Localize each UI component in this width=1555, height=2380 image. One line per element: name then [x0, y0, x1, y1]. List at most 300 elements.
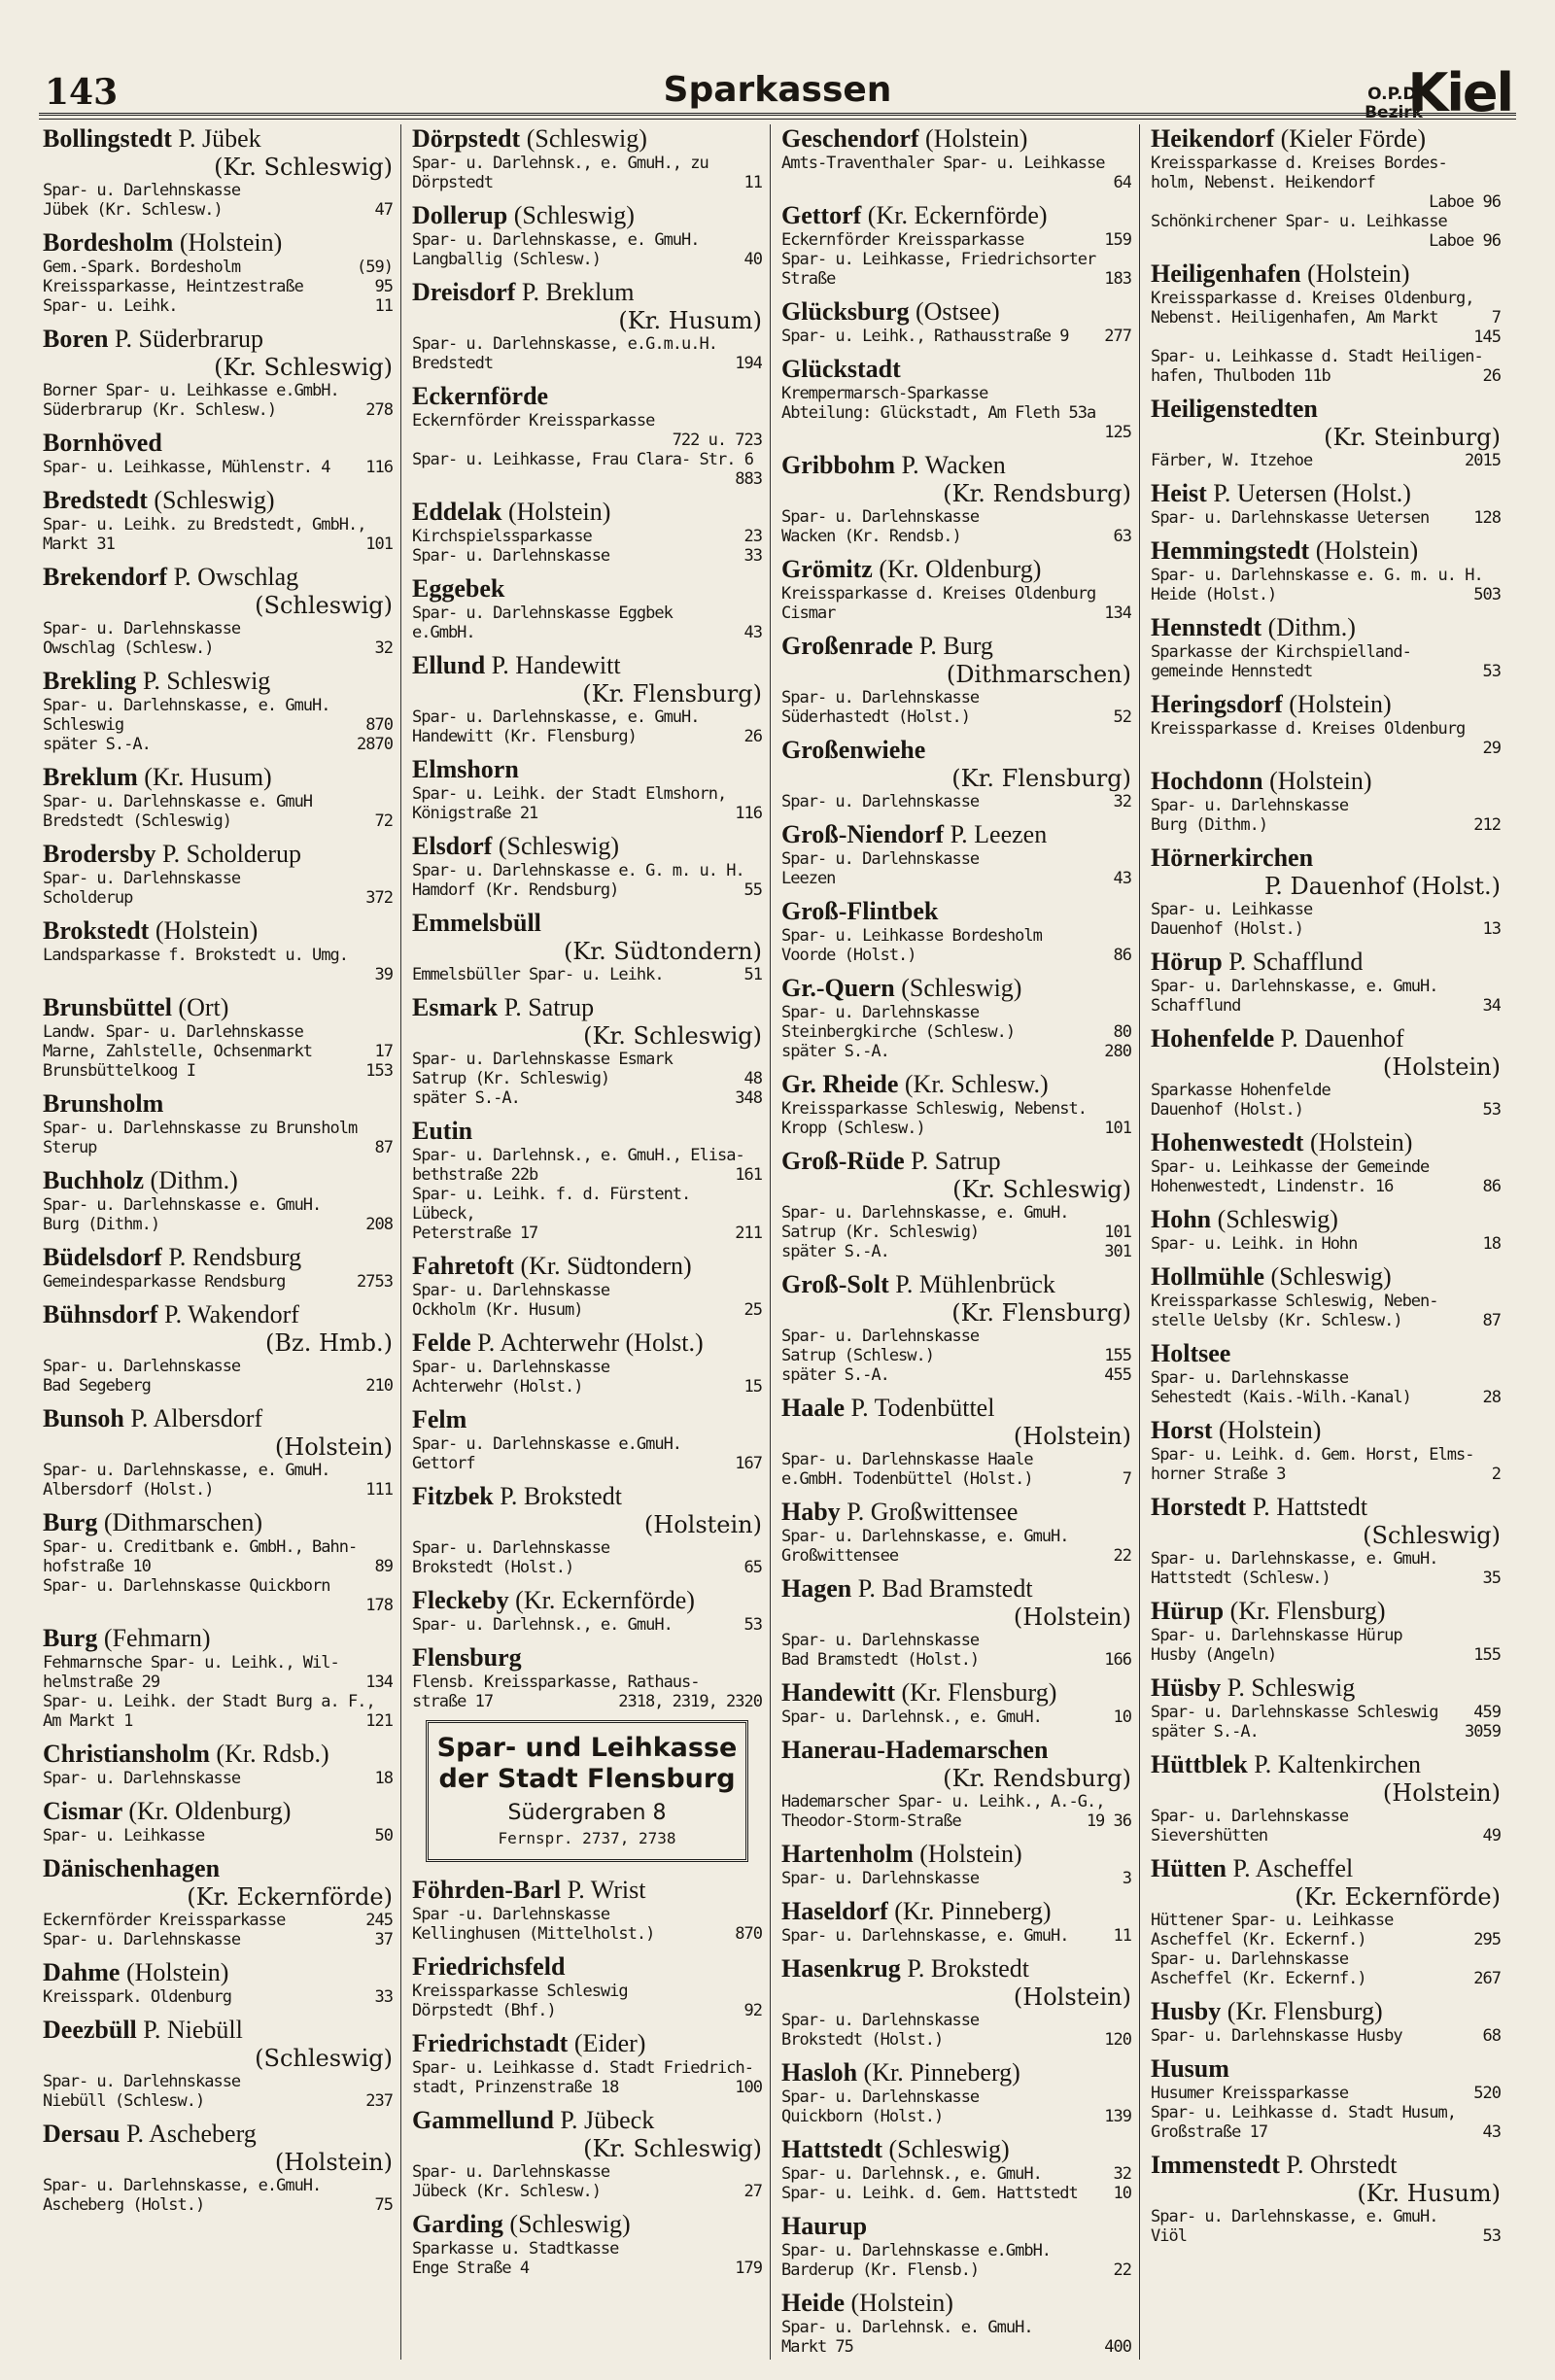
institution-line	[412, 727, 762, 746]
place-heading	[412, 124, 762, 154]
place-heading	[781, 1147, 1131, 1176]
institution-name: Brokstedt (Holst.)	[781, 2030, 944, 2050]
place-region: (Kr. Flensburg)	[582, 680, 762, 707]
institution-name: holm, Nebenst. Heikendorf	[1151, 173, 1375, 192]
place-name: Dänischenhagen	[43, 1854, 221, 1882]
institution-name: Süderhastedt (Holst.)	[781, 707, 970, 727]
institution-line	[412, 1615, 762, 1635]
institution-name: Husumer Kreissparkasse	[1151, 2084, 1349, 2103]
institution-line	[1151, 347, 1501, 366]
institution-name: Quickborn (Holst.)	[781, 2107, 944, 2126]
institution-name: Kreisspark. Oldenburg	[43, 1987, 231, 2007]
institution-name: Schleswig	[43, 715, 124, 735]
institution-line	[43, 381, 393, 400]
institution-name: e.GmbH.	[412, 623, 475, 642]
place-heading	[43, 228, 393, 258]
directory-entry	[412, 993, 762, 1108]
institution-line	[43, 638, 393, 658]
institution-line	[412, 2001, 762, 2020]
phone-number: 348	[735, 1088, 762, 1108]
place-heading	[412, 993, 762, 1022]
place-location: (Dithm.)	[150, 1166, 238, 1194]
place-region: (Schleswig)	[255, 2045, 393, 2072]
phone-number: 40	[743, 250, 762, 269]
institution-name: Spar- u. Darlehnskasse, e. GmuH.	[43, 696, 330, 715]
institution-line	[781, 1650, 1131, 1670]
phone-number: 101	[1104, 1119, 1131, 1138]
place-location: P. Schleswig	[1227, 1673, 1356, 1702]
directory-entry	[781, 1270, 1131, 1385]
directory-entry	[412, 1252, 762, 1320]
institution-line	[43, 1022, 393, 1042]
place-location: (Schleswig)	[498, 832, 620, 860]
institution-name: Spar- u. Darlehnskasse	[1151, 1949, 1349, 1969]
place-location: (Kr. Eckernförde)	[515, 1586, 695, 1614]
directory-entry	[43, 1508, 393, 1615]
institution-line	[43, 946, 393, 965]
institution-line	[781, 1527, 1131, 1546]
district-line-1: O.P.D.	[1367, 85, 1423, 104]
directory-entry	[1151, 124, 1501, 251]
phone-number: 33	[374, 1987, 393, 2007]
institution-name: Kreissparkasse, Heintzestraße	[43, 277, 303, 296]
advert-phone: Fernspr. 2737, 2738	[498, 1829, 676, 1847]
institution-name: Spar- u. Leihkasse Bordesholm	[781, 926, 1042, 946]
phone-number: 53	[1482, 1100, 1501, 1120]
institution-name: später S.-A.	[781, 1042, 889, 1061]
place-region: (Kr. Husum)	[618, 307, 762, 334]
directory-entry	[412, 574, 762, 642]
institution-name: Spar- u. Leihk. der Stadt Burg a. F.,	[43, 1692, 375, 1711]
place-region: (Bz. Hmb.)	[265, 1329, 393, 1357]
institution-name: Spar- u. Darlehnskasse, e. GmuH.	[412, 707, 700, 727]
place-heading	[43, 1740, 393, 1769]
institution-name: Spar- u. Leihk. d. Gem. Hattstedt	[781, 2184, 1078, 2203]
directory-entry	[781, 355, 1131, 442]
institution-name: Langballig (Schlesw.)	[412, 250, 601, 269]
institution-line	[43, 1061, 393, 1081]
phone-number: 10	[1113, 2184, 1131, 2203]
place-name: Deezbüll	[43, 2016, 137, 2044]
place-location: P. Satrup	[911, 1147, 1001, 1175]
place-heading	[43, 1958, 393, 1987]
institution-name: Spar- u. Darlehnskasse	[781, 1003, 980, 1022]
institution-name: Spar- u. Darlehnskasse, e. GmuH.	[1151, 977, 1438, 996]
institution-line	[781, 604, 1131, 623]
institution-line	[412, 1224, 762, 1243]
phone-number: 53	[743, 1615, 762, 1635]
institution-name: Heide (Holst.)	[1151, 585, 1277, 604]
phone-number: 183	[1104, 269, 1131, 289]
directory-entry	[781, 297, 1131, 346]
institution-line	[412, 2239, 762, 2259]
institution-name: Spar- u. Darlehnskasse	[43, 2072, 241, 2091]
institution-line	[781, 1119, 1131, 1138]
directory-entry	[43, 563, 393, 658]
phone-number: 89	[374, 1557, 393, 1576]
place-location: P. Handewitt	[491, 651, 621, 679]
phone-number: 26	[1482, 366, 1501, 386]
place-location: (Dithm.)	[1267, 613, 1356, 641]
institution-line	[412, 707, 762, 727]
phone-number: 39	[374, 965, 393, 984]
place-location: (Kr. Flensburg)	[1229, 1597, 1386, 1625]
directory-entry	[43, 916, 393, 984]
place-name: Brokstedt	[43, 916, 150, 945]
institution-name: Spar- u. Darlehnskasse	[781, 2011, 980, 2030]
institution-name: Spar- u. Darlehnskasse	[412, 2162, 610, 2182]
place-heading	[43, 1624, 393, 1653]
directory-entry	[1151, 1205, 1501, 1254]
place-location: (Holstein)	[125, 1958, 229, 1986]
institution-name: Spar- u. Darlehnskasse e.GmuH.	[412, 1434, 682, 1454]
place-heading	[781, 820, 1131, 849]
place-location: P. Ascheffel	[1232, 1854, 1354, 1882]
place-name: Haseldorf	[781, 1897, 888, 1925]
directory-entry	[412, 1643, 762, 1711]
institution-line	[1151, 1177, 1501, 1196]
place-name: Cismar	[43, 1797, 122, 1825]
institution-line	[781, 269, 1131, 289]
place-heading	[781, 2135, 1131, 2164]
place-location: (Schleswig)	[509, 2210, 631, 2238]
institution-line	[43, 1911, 393, 1930]
place-location: (Holstein)	[850, 2289, 953, 2317]
place-location: P. Satrup	[503, 993, 595, 1021]
institution-name: Spar- u. Darlehnskasse	[781, 1869, 980, 1888]
institution-line	[1151, 308, 1501, 328]
place-name: Bunsoh	[43, 1404, 124, 1432]
phone-number: 883	[735, 469, 762, 489]
phone-number: 22	[1113, 1546, 1131, 1566]
place-heading	[781, 555, 1131, 584]
place-location: P. Owschlag	[173, 563, 299, 591]
column-1	[43, 124, 393, 2360]
place-location: (Kr. Pinneberg)	[894, 1897, 1052, 1925]
institution-name: Spar- u. Darlehnskasse	[781, 1631, 980, 1650]
institution-name: Spar- u. Darlehnsk. e. GmuH.	[781, 2318, 1033, 2337]
place-name: Brekendorf	[43, 563, 168, 591]
page-number: 143	[45, 72, 119, 113]
institution-name: Nebenst. Heiligenhafen, Am Markt	[1151, 308, 1438, 328]
phone-number: 86	[1113, 946, 1131, 965]
institution-name: Spar- u. Darlehnskasse Eggbek	[412, 604, 673, 623]
institution-name: Enge Straße 4	[412, 2259, 530, 2278]
directory-entry	[1151, 1024, 1501, 1120]
institution-line	[1151, 919, 1501, 939]
institution-line	[43, 869, 393, 888]
place-name: Felm	[412, 1405, 467, 1433]
institution-name: Kreissparkasse d. Kreises Oldenburg,	[1151, 289, 1474, 308]
institution-name: Spar -u. Darlehnskasse	[412, 1905, 610, 1924]
place-heading	[412, 1586, 762, 1615]
place-heading	[43, 1089, 393, 1119]
institution-name: Kreissparkasse d. Kreises Oldenburg	[1151, 719, 1466, 739]
institution-line	[1151, 1388, 1501, 1407]
directory-entry	[412, 755, 762, 823]
institution-line	[412, 1088, 762, 1108]
institution-line	[781, 154, 1131, 173]
place-heading	[43, 667, 393, 696]
institution-line	[1151, 2122, 1501, 2142]
place-name: Großenrade	[781, 632, 914, 660]
place-name: Föhrden-Barl	[412, 1876, 562, 1904]
institution-name: Kreissparkasse d. Kreises Oldenburg	[781, 584, 1096, 604]
institution-name: Sterup	[43, 1138, 97, 1157]
institution-name: Spar- u. Darlehnskasse, e. GmuH.	[43, 1461, 330, 1480]
institution-name: Spar- u. Darlehnskasse, e. GmuH.	[1151, 2207, 1438, 2226]
institution-name: Burg (Dithm.)	[1151, 815, 1268, 835]
place-heading	[1151, 1997, 1501, 2026]
place-region: (Kr. Südtondern)	[563, 938, 762, 965]
directory-entry	[781, 1574, 1131, 1670]
directory-entry	[412, 909, 762, 984]
phone-number: 459	[1473, 1703, 1501, 1722]
institution-line	[412, 2162, 762, 2182]
institution-line	[781, 1811, 1131, 1831]
institution-line	[43, 400, 393, 420]
institution-name: Spar- u. Darlehnskasse	[412, 1538, 610, 1558]
institution-name: Albersdorf (Holst.)	[43, 1480, 214, 1500]
institution-line	[1151, 2026, 1501, 2046]
institution-line	[412, 1538, 762, 1558]
place-region: (Kr. Schleswig)	[214, 354, 393, 381]
institution-line	[412, 230, 762, 250]
institution-line	[43, 696, 393, 715]
place-region: (Holstein)	[1382, 1779, 1501, 1807]
institution-name: Spar- u. Darlehnskasse, e.GmuH.	[43, 2176, 322, 2195]
institution-line	[43, 1987, 393, 2007]
phone-number: 32	[374, 638, 393, 658]
district-city: Kiel	[1407, 62, 1512, 123]
institution-line	[1151, 1311, 1501, 1330]
phone-number: 22	[1113, 2260, 1131, 2280]
place-heading	[781, 451, 1131, 480]
institution-line	[43, 2176, 393, 2195]
place-heading	[1151, 124, 1501, 154]
institution-name: Spar- u. Darlehnskasse e. G. m. u. H.	[412, 861, 744, 880]
institution-name: später S.-A.	[412, 1088, 520, 1108]
institution-name: Spar- u. Darlehnskasse, e.G.m.u.H.	[412, 334, 717, 354]
institution-name: Kropp (Schlesw.)	[781, 1119, 925, 1138]
place-heading	[1151, 767, 1501, 796]
place-heading	[1151, 1673, 1501, 1703]
place-name: Breklum	[43, 763, 138, 791]
phone-number: 208	[365, 1215, 393, 1234]
directory-entry	[412, 1405, 762, 1473]
place-heading	[1151, 2151, 1501, 2180]
place-heading	[1151, 479, 1501, 508]
institution-name: Spar- u. Darlehnskasse	[1151, 796, 1349, 815]
place-location: P. Dauenhof	[1280, 1024, 1404, 1052]
institution-line	[412, 527, 762, 546]
place-heading	[412, 1328, 762, 1358]
place-heading	[43, 840, 393, 869]
advert-line-2: der Stadt Flensburg	[438, 1764, 736, 1794]
directory-entry	[781, 124, 1131, 192]
institution-name: Spar- u. Darlehnskasse e. GmuH.	[43, 1195, 322, 1215]
place-region: (Holstein)	[1382, 1053, 1501, 1081]
institution-line	[412, 604, 762, 623]
place-name: Hohenwestedt	[1151, 1128, 1304, 1156]
place-name: Husum	[1151, 2054, 1229, 2083]
institution-name: stadt, Prinzenstraße 18	[412, 2078, 619, 2097]
institution-name: Spar- u. Darlehnskasse	[1151, 1807, 1349, 1826]
phone-number: 267	[1473, 1969, 1501, 1988]
institution-name: Am Markt 1	[43, 1711, 133, 1731]
institution-line	[43, 1673, 393, 1692]
place-heading	[781, 2058, 1131, 2087]
institution-name: Spar- u. Leihkasse d. Stadt Friedrich-	[412, 2058, 753, 2078]
place-name: Haale	[781, 1394, 845, 1422]
directory-entry	[1151, 613, 1501, 681]
place-location: P. Burg	[918, 632, 993, 660]
phone-number: 211	[735, 1224, 762, 1243]
institution-name: Spar- u. Darlehnskasse Quickborn	[43, 1576, 330, 1596]
institution-name: Spar- u. Leihkasse, Frau Clara- Str. 6	[412, 450, 753, 469]
directory-entry	[1151, 1997, 1501, 2046]
phone-number: 87	[1482, 1311, 1501, 1330]
institution-line	[43, 1930, 393, 1949]
place-region: (Kr. Schleswig)	[214, 154, 393, 181]
place-name: Hohenfelde	[1151, 1024, 1275, 1052]
column-4	[1151, 124, 1501, 2360]
institution-line	[1151, 1292, 1501, 1311]
institution-line	[1151, 1100, 1501, 1120]
phone-number: 277	[1104, 327, 1131, 346]
institution-name: Hattstedt (Schlesw.)	[1151, 1569, 1330, 1588]
column-divider	[400, 124, 401, 2360]
institution-name: Eckernförder Kreissparkasse	[412, 411, 655, 431]
institution-line	[43, 1272, 393, 1292]
institution-name: Spar- u. Darlehnskasse, e. GmuH.	[1151, 1549, 1438, 1569]
phone-number: 13	[1482, 919, 1501, 939]
institution-name: Spar- u. Darlehnskasse	[781, 2087, 980, 2107]
institution-line	[781, 423, 1131, 442]
phone-number: 520	[1473, 2084, 1501, 2103]
institution-line	[781, 173, 1131, 192]
institution-name: Spar- u. Darlehnskasse, e. GmuH.	[781, 1926, 1069, 1946]
place-heading	[412, 278, 762, 307]
phone-number: 722 u. 723	[672, 431, 762, 450]
institution-line	[43, 1711, 393, 1731]
column-divider	[1139, 124, 1140, 2360]
institution-name: Bredstedt	[412, 354, 494, 373]
institution-line	[781, 849, 1131, 869]
institution-name: Kreissparkasse Schleswig, Neben-	[1151, 1292, 1438, 1311]
place-name: Garding	[412, 2210, 503, 2238]
place-heading	[781, 355, 1131, 384]
directory-entry	[43, 667, 393, 754]
place-name: Friedrichsfeld	[412, 1952, 566, 1981]
phone-number: 53	[1482, 662, 1501, 681]
institution-line	[1151, 2207, 1501, 2226]
place-location: (Kr. Südtondern)	[520, 1252, 692, 1280]
directory-entry	[781, 820, 1131, 888]
institution-name: Spar- u. Darlehnskasse Schleswig	[1151, 1703, 1438, 1722]
place-name: Horstedt	[1151, 1493, 1247, 1521]
institution-name: Niebüll (Schlesw.)	[43, 2091, 205, 2111]
directory-entry	[412, 1482, 762, 1577]
place-location: (Kr. Rdsb.)	[216, 1740, 329, 1768]
place-heading	[43, 1166, 393, 1195]
place-name: Emmelsbüll	[412, 909, 541, 937]
place-name: Hütten	[1151, 1854, 1227, 1882]
institution-name: Peterstraße 17	[412, 1224, 538, 1243]
institution-name: Kreissparkasse d. Kreises Bordes-	[1151, 154, 1447, 173]
phone-number: 27	[743, 2182, 762, 2201]
institution-line	[1151, 508, 1501, 528]
directory-entry	[1151, 1262, 1501, 1330]
phone-number: 116	[735, 804, 762, 823]
place-region: (Dithmarschen)	[946, 661, 1131, 688]
institution-name: Spar- u. Darlehnskasse	[412, 1281, 610, 1300]
directory-entry	[412, 498, 762, 566]
directory-entry	[1151, 2151, 1501, 2246]
institution-line	[412, 1358, 762, 1377]
institution-name: Spar- u. Darlehnskasse e.GmbH.	[781, 2241, 1052, 2260]
institution-line	[781, 1926, 1131, 1946]
place-heading	[781, 1574, 1131, 1604]
institution-line	[43, 619, 393, 638]
place-name: Bordesholm	[43, 228, 174, 257]
place-heading	[1151, 1205, 1501, 1234]
place-heading	[781, 201, 1131, 230]
phone-number: 48	[743, 1069, 762, 1088]
directory-entry	[43, 2120, 393, 2215]
directory-entry	[43, 486, 393, 554]
place-location: P. Albersdorf	[130, 1404, 263, 1432]
phone-number: 870	[365, 715, 393, 735]
place-heading	[412, 201, 762, 230]
institution-name: Spar- u. Darlehnskasse	[412, 546, 610, 566]
institution-name: Hamdorf (Kr. Rendsburg)	[412, 880, 619, 900]
directory-entry	[412, 1876, 762, 1944]
institution-name: Cismar	[781, 604, 836, 623]
place-region: (Kr. Steinburg)	[1324, 424, 1501, 451]
institution-line	[43, 1769, 393, 1788]
phone-number: 7	[1491, 308, 1501, 328]
institution-line	[412, 1050, 762, 1069]
institution-line	[1151, 1549, 1501, 1569]
directory-entry	[781, 451, 1131, 546]
directory-entry	[1151, 1597, 1501, 1665]
institution-line	[1151, 1234, 1501, 1254]
place-name: Hasenkrug	[781, 1954, 901, 1983]
institution-line	[781, 1631, 1131, 1650]
phone-number: 455	[1104, 1365, 1131, 1385]
institution-line	[43, 965, 393, 984]
phone-number: 161	[735, 1165, 762, 1185]
column-divider	[770, 124, 771, 2360]
institution-name: Theodor-Storm-Straße	[781, 1811, 961, 1831]
place-heading	[412, 1952, 762, 1982]
phone-number: 29	[1482, 739, 1501, 758]
place-name: Gammellund	[412, 2106, 554, 2134]
place-heading	[781, 2289, 1131, 2318]
place-region: (Kr. Eckernförde)	[1295, 1883, 1501, 1911]
phone-number: 101	[1104, 1223, 1131, 1242]
phone-number: 68	[1482, 2026, 1501, 2046]
place-heading	[1151, 1262, 1501, 1292]
phone-number: 51	[743, 965, 762, 984]
institution-name: Sparkasse u. Stadtkasse	[412, 2239, 619, 2259]
place-location: P. Wakendorf	[164, 1300, 299, 1328]
directory-entry	[412, 1117, 762, 1243]
institution-name: e.GmbH. Todenbüttel (Holst.)	[781, 1469, 1033, 1489]
place-location: (Kr. Oldenburg)	[879, 555, 1042, 583]
place-location: P. Leezen	[950, 820, 1048, 848]
